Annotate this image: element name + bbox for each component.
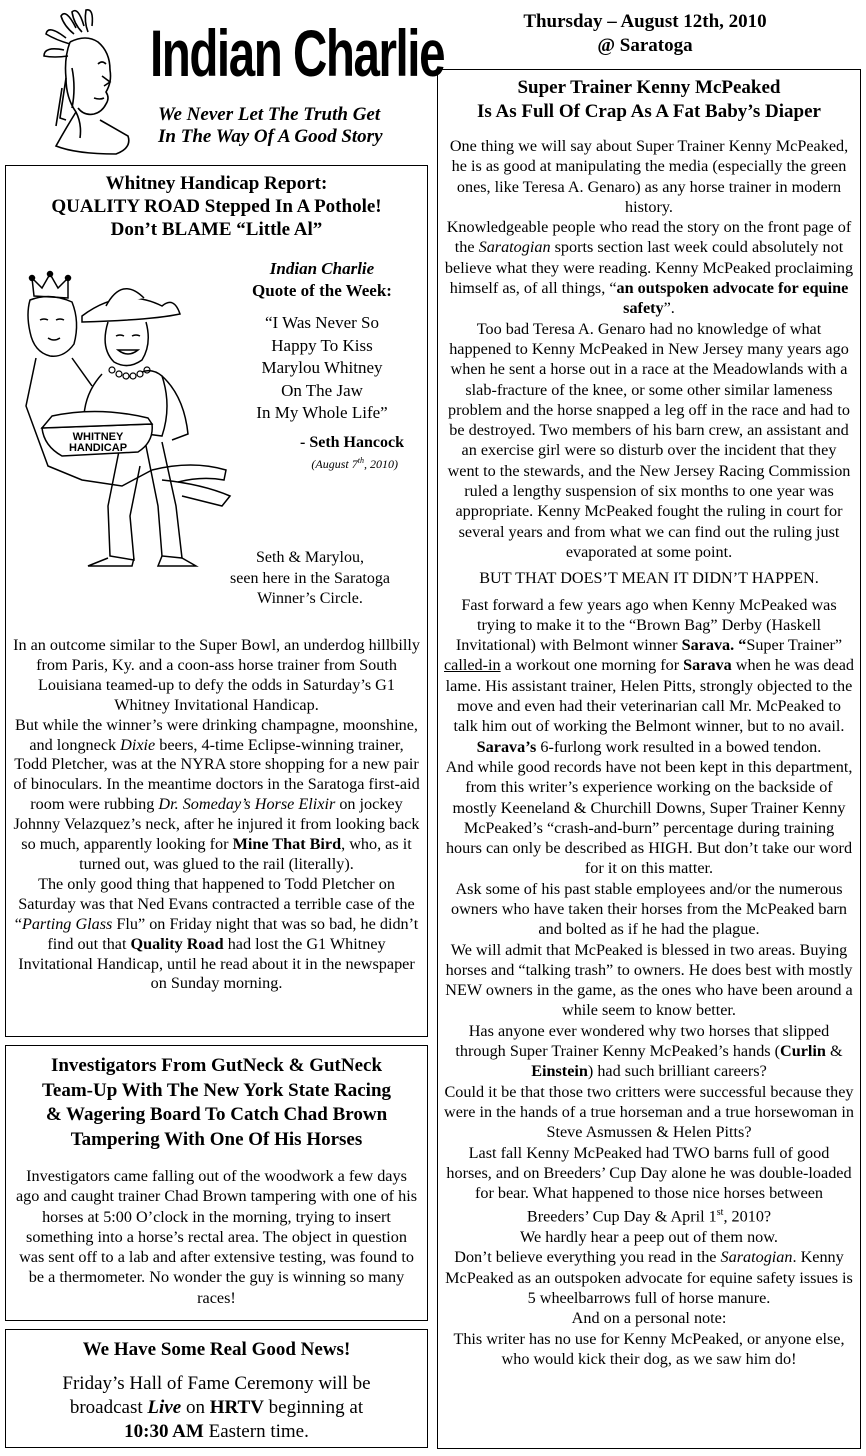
text-run-italic: Saratogian — [720, 1248, 793, 1267]
mcpeaked-article-box — [437, 69, 861, 1449]
text-run-bold-italic: Live — [147, 1397, 182, 1418]
mcpeaked-paragraph-13 — [444, 1247, 854, 1308]
whitney-headline-line-3: Don’t BLAME “Little Al” — [110, 219, 323, 240]
caption-line-1: Seth & Marylou, — [256, 549, 364, 566]
trophy-label-line-1: WHITNEY — [72, 431, 124, 443]
text-run-italic: Saratogian — [478, 238, 551, 257]
tagline-line-1: We Never Let The Truth Get — [158, 104, 381, 125]
text-run: Eastern time. — [203, 1421, 309, 1442]
text-run: Has anyone ever wondered why two horses that slipped through Super Trainer Kenny McPeaked’s hands ( — [455, 1021, 830, 1061]
mcpeaked-paragraph-15: This writer has no use for Kenny McPeaked, or anyone else, who would kick their dog, as we saw him do! — [453, 1329, 845, 1368]
text-run: & — [825, 1042, 843, 1061]
tagline-line-2: In The Way Of A Good Story — [158, 126, 383, 147]
text-run: Knowledgeable people who read the story on the front page of the — [446, 218, 852, 257]
text-run: Don’t believe everything you read in the — [454, 1248, 721, 1267]
whitney-headline — [6, 172, 427, 241]
text-run: But while the winner’s were drinking champagne, moonshine, and longneck — [15, 715, 418, 754]
text-run: The only good thing that happened to Todd Pletcher on Saturday was that Ned Evans contracted a terrible case of the “ — [14, 874, 415, 933]
quote-line-4: On The Jaw — [281, 380, 363, 400]
whitney-paragraph-2 — [12, 716, 421, 875]
quote-label-line-1: Indian Charlie — [269, 259, 375, 278]
whitney-paragraph-3 — [12, 875, 421, 994]
good-news-box — [5, 1329, 428, 1448]
mcpeaked-paragraph-2 — [444, 217, 854, 318]
text-run: Super Trainer” — [746, 636, 843, 655]
text-run: . Kenny McPeaked as an outspoken advocate for equine safety issues is 5 wheelbarrows full of horse manure. — [445, 1248, 853, 1308]
mcpeaked-headline-line-2: Is As Full Of Crap As A Fat Baby’s Diaper — [477, 101, 821, 122]
whitney-body — [12, 636, 421, 994]
trophy-label-line-2: HANDICAP — [68, 442, 128, 454]
mcpeaked-paragraph-4: BUT THAT DOES’T MEAN IT DIDN’T HAPPEN. — [479, 569, 819, 588]
masthead-title: Indian Charlie — [150, 16, 445, 90]
gutneck-body: Investigators came falling out of the woodwork a few days ago and caught trainer Chad Brown tampering with one of his horses at 5:00 O’clock in the morning, trying to insert something into a horse’s rectal area. The object in question was sent off to a lab and after extensive testing, was found to be a thermometer. No wonder the guy is winning so many races! — [16, 1167, 417, 1307]
indian-head-logo — [36, 8, 146, 158]
quote-date-a: (August 7 — [311, 456, 358, 471]
horse-name: Sarava — [683, 656, 732, 675]
quote-line-1: “I Was Never So — [265, 313, 379, 332]
gutneck-headline — [6, 1054, 427, 1152]
text-run: a workout one morning for — [500, 656, 684, 675]
horse-name: Einstein — [531, 1062, 588, 1081]
quote-date — [232, 453, 412, 472]
horse-name: Mine That Bird — [232, 835, 342, 854]
mcpeaked-paragraph-7: Ask some of his past stable employees and/or the numerous owners who have taken their horses from the McPeaked barn and bolted as if he had the plague. — [450, 879, 848, 939]
good-news-line-1: Friday’s Hall of Fame Ceremony will be — [62, 1373, 371, 1394]
text-run-italic: Dr. Someday’s Horse Elixir — [158, 795, 336, 814]
horse-name: Sarava. — [681, 636, 735, 655]
quote-line-2: Happy To Kiss — [271, 335, 373, 355]
whitney-paragraph-1: In an outcome similar to the Super Bowl, an underdog hillbilly from Paris, Ky. and a coon-ass horse trainer from South Louisiana teamed-up to defy the odds in Saturday’s G1 Whitney Invitational Handicap. — [13, 636, 420, 714]
gutneck-headline-line-2: Team-Up With The New York State Racing — [41, 1079, 392, 1101]
mcpeaked-paragraph-14: And on a personal note: — [571, 1309, 727, 1328]
date-line-1: Thursday – August 12th, 2010 — [523, 11, 767, 32]
quote-line-5: In My Whole Life” — [256, 403, 388, 422]
mcpeaked-headline — [438, 76, 860, 124]
quote-date-sup: th — [357, 455, 364, 465]
gutneck-headline-line-3: & Wagering Board To Catch Chad Brown — [45, 1104, 388, 1125]
text-run: Flu” on Friday night that was so bad, he didn’t find out that — [47, 914, 419, 953]
horse-name: Sarava’s — [476, 737, 537, 756]
superscript: st — [716, 1207, 724, 1219]
caption-line-3: Winner’s Circle. — [257, 590, 363, 607]
gutneck-headline-line-4: Tampering With One Of His Horses — [70, 1128, 363, 1150]
quote-author: - Seth Hancock — [300, 433, 404, 451]
text-run: beginning at — [263, 1397, 364, 1418]
horse-name: Quality Road — [130, 934, 224, 953]
text-run-bold: “ — [734, 636, 747, 655]
quoted-claim: an outspoken advocate for equine safety — [616, 279, 849, 318]
whitney-article-box — [5, 165, 428, 1037]
mcpeaked-paragraph-10: Could it be that those two critters were successful because they were in the hands of a true horseman and a true horsewoman in Steve Asmussen & Helen Pitts? — [444, 1082, 854, 1142]
quote-date-b: , 2010) — [364, 456, 398, 471]
cartoon-illustration — [12, 266, 234, 596]
mcpeaked-paragraph-6: And while good records have not been kept in this department, from this writer’s experience working on the backside of mostly Keeneland & Churchill Downs, Super Trainer Kenny McPeaked’s “crash-and-burn” percentage during training hours can only be described as HIGH. But don’t take our word for it on this matter. — [445, 757, 853, 878]
text-run: 6-furlong work resulted in a bowed tendon. — [536, 737, 822, 756]
text-run-italic: Parting Glass — [21, 914, 113, 933]
gutneck-headline-line-1: Investigators From GutNeck & GutNeck — [50, 1055, 383, 1076]
mcpeaked-paragraph-8: We will admit that McPeaked is blessed in two areas. Buying horses and “talking trash” to owners. He does best with mostly NEW owners in the game, as the ones who have been around a while seem to know better. — [445, 940, 853, 1020]
text-run: broadcast — [69, 1397, 148, 1418]
mcpeaked-body — [444, 136, 854, 1369]
mcpeaked-paragraph-5 — [444, 595, 854, 757]
text-run: beers, 4-time Eclipse-winning trainer, Todd Pletcher, was at the NYRA store shopping for a new pair of binoculars. In the meantime doctors in the Saratoga first-aid room were rubbing — [13, 735, 420, 814]
whitney-headline-line-2: QUALITY ROAD Stepped In A Pothole! — [51, 196, 382, 217]
mcpeaked-paragraph-9 — [444, 1021, 854, 1082]
network-name: HRTV — [209, 1397, 264, 1418]
text-run: on — [181, 1397, 210, 1418]
dateline — [440, 10, 850, 58]
text-run: Last fall Kenny McPeaked had TWO barns full of good horses, and on Breeders’ Cup Day alone he was double-loaded for bear. What happened to those nice horses between Breeders’ Cup Day & April 1 — [446, 1143, 852, 1226]
mcpeaked-headline-line-1: Super Trainer Kenny McPeaked — [517, 77, 781, 98]
quote-line-3: Marylou Whitney — [261, 358, 383, 377]
good-news-line-3 — [6, 1420, 427, 1444]
text-run: , who, as it turned out, was glued to the rail (literally). — [79, 835, 412, 873]
quote-of-week — [232, 258, 412, 472]
text-run: , 2010? — [723, 1207, 772, 1226]
good-news-headline: We Have Some Real Good News! — [82, 1339, 351, 1360]
text-run: on jockey Johnny Velazquez’s neck, after he injured it from looking back so much, apparently looking for — [13, 795, 420, 854]
text-run: sports section last week could absolutely not believe what they were reading. Kenny McPeaked proclaiming himself as, of all things, “ — [444, 238, 854, 298]
text-run: had lost the G1 Whitney Invitational Handicap, until he read about it in the newspaper on Sunday morning. — [18, 934, 415, 993]
whitney-headline-line-1: Whitney Handicap Report: — [105, 173, 328, 194]
broadcast-time: 10:30 AM — [124, 1421, 204, 1442]
text-run-underline: called-in — [444, 656, 501, 675]
horse-name: Curlin — [780, 1042, 826, 1061]
text-run-italic: Dixie — [120, 735, 156, 754]
gutneck-article-box — [5, 1045, 428, 1321]
good-news-body — [6, 1372, 427, 1444]
mcpeaked-paragraph-3: Too bad Teresa A. Genaro had no knowledge of what happened to Kenny McPeaked in New Jersey many years ago when he sent a horse out in a race at the Meadowlands with a slab-fracture of the knee, or some other similar lameness problem and the horse snapped a leg off in the race and had to be destroyed. Two members of his barn crew, an assistant and an exercise girl were so disturb over the incident that they went to the stewards, and the New Jersey Racing Commission ruled a lengthy suspension of six months to one year was appropriate. Kenny McPeaked fought the ruling in court for several years and from what we can find out the ruling just evaporated at some point. — [447, 319, 851, 561]
quote-label-line-2: Quote of the Week: — [252, 281, 392, 300]
text-run: when he was dead lame. His assistant trainer, Helen Pitts, strongly objected to the move and even had their veterinarian call Mr. McPeaked to talk him out of working the Belmont winner, but to no avail. — [445, 656, 854, 736]
masthead-tagline — [158, 104, 438, 148]
text-run: ”. — [663, 299, 675, 318]
text-run: ) had such brilliant careers? — [587, 1062, 767, 1081]
text-run: Fast forward a few years ago when Kenny McPeaked was trying to make it to the “Brown Bag” Derby (Haskell Invitational) with Belmont winner — [455, 595, 837, 655]
caption-line-2: seen here in the Saratoga — [230, 569, 390, 587]
cartoon-caption — [210, 548, 410, 610]
good-news-line-2 — [6, 1396, 427, 1420]
mcpeaked-paragraph-12: We hardly hear a peep out of them now. — [520, 1228, 778, 1247]
mcpeaked-paragraph-1: One thing we will say about Super Trainer Kenny McPeaked, he is as good at manipulating the media (especially the green ones, like Teresa A. Genaro) as any horse trainer in modern history. — [449, 137, 849, 216]
date-line-2: @ Saratoga — [597, 35, 693, 56]
mcpeaked-paragraph-11 — [444, 1143, 854, 1228]
